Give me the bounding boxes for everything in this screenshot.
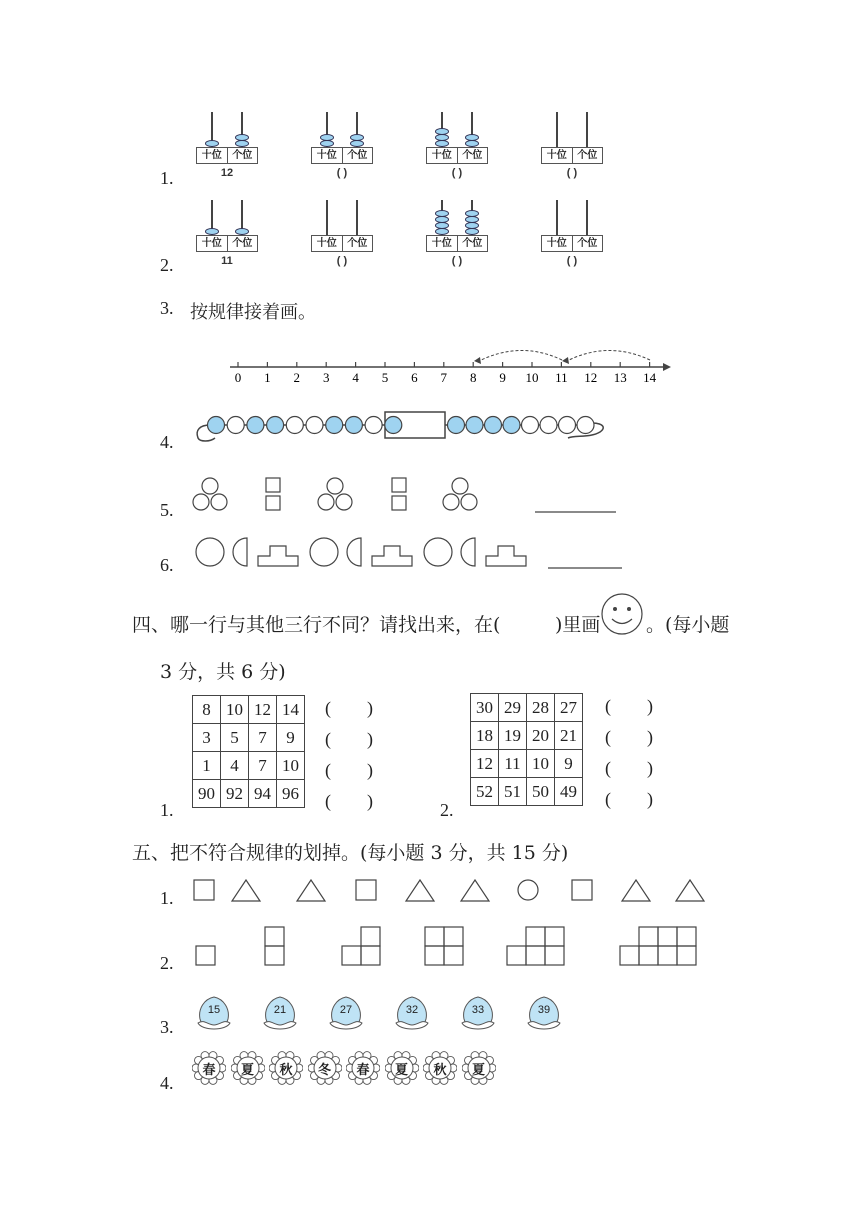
- number-line-label: 7: [440, 370, 448, 385]
- peach-number: 33: [471, 1004, 485, 1016]
- number-grid-1: [192, 695, 305, 808]
- grid-cell: 1: [193, 752, 221, 780]
- grid-row: [193, 752, 305, 780]
- grid-cell: 96: [277, 780, 305, 808]
- abacus: [311, 112, 373, 179]
- bead: [559, 417, 576, 434]
- bead: [365, 417, 382, 434]
- bead: [448, 417, 465, 434]
- grid-cell: 9: [277, 724, 305, 752]
- grid-row: [471, 722, 583, 750]
- peach-number: 27: [339, 1004, 353, 1016]
- abacus: [541, 112, 603, 179]
- abacus-bead: [235, 140, 249, 147]
- section4-title-a: 四、哪一行与其他三行不同？请找出来，在(: [132, 614, 501, 636]
- season-flower: [231, 1051, 265, 1085]
- number-line-label: 12: [584, 370, 598, 385]
- number-line-label: 10: [525, 370, 539, 385]
- abacus-bead: [235, 134, 249, 141]
- abacus-bead: [320, 140, 334, 147]
- abacus-base: [541, 147, 603, 164]
- q5-shapes: [190, 474, 630, 518]
- s5-q1-shapes: [190, 876, 710, 906]
- grid-cell: 92: [221, 780, 249, 808]
- bead: [466, 417, 483, 434]
- season-flower: [462, 1051, 496, 1085]
- bead: [577, 417, 594, 434]
- q6-shapes: [190, 534, 630, 574]
- ones-label: 个位: [232, 238, 253, 249]
- tens-label: 十位: [312, 236, 343, 251]
- q1-number: 1.: [160, 168, 174, 188]
- peach-icon: [258, 993, 302, 1033]
- abacus-rod: [556, 200, 558, 235]
- abacus-bead: [350, 134, 364, 141]
- abacus-rod: [586, 200, 588, 235]
- bead: [208, 417, 225, 434]
- abacus-bead: [465, 210, 479, 217]
- grid-cell: 49: [555, 778, 583, 806]
- bead: [522, 417, 539, 434]
- season-label: 秋: [433, 1063, 447, 1078]
- section4-title-b: )里画: [555, 614, 601, 636]
- abacus: [426, 112, 488, 179]
- tens-label: 十位: [312, 148, 343, 163]
- q3-instruction: 按规律接着画。: [190, 302, 316, 323]
- grid-cell: 19: [499, 722, 527, 750]
- abacus-base: [196, 147, 258, 164]
- abacus-rod: [556, 112, 558, 147]
- abacus-bead: [465, 140, 479, 147]
- s5-q1-number: 1.: [160, 888, 174, 908]
- s5-q2-blocks: [190, 922, 710, 972]
- grid-cell: 10: [221, 696, 249, 724]
- grid-cell: 94: [249, 780, 277, 808]
- abacus-caption: ( ): [566, 255, 578, 267]
- season-label: 夏: [471, 1063, 485, 1078]
- season-label: 春: [202, 1063, 216, 1078]
- number-line-label: 2: [293, 370, 301, 385]
- abacus-rod: [326, 200, 328, 235]
- grid-cell: 8: [193, 696, 221, 724]
- grid-cell: 4: [221, 752, 249, 780]
- tens-label: 十位: [542, 148, 573, 163]
- number-grid-2: [470, 693, 583, 806]
- grid-cell: 14: [277, 696, 305, 724]
- tens-label: 十位: [542, 236, 573, 251]
- number-line-label: 1: [264, 370, 271, 385]
- grid-cell: 52: [471, 778, 499, 806]
- abacus-caption: 12: [220, 167, 234, 179]
- grid-cell: 10: [527, 750, 555, 778]
- abacus-rod: [356, 200, 358, 235]
- abacus-bead: [320, 134, 334, 141]
- tens-label: 十位: [197, 236, 228, 251]
- grid-cell: 20: [527, 722, 555, 750]
- abacus-base: [426, 147, 488, 164]
- smiley-icon: [598, 592, 646, 636]
- season-flower: [385, 1051, 419, 1085]
- grid-row: [471, 694, 583, 722]
- grid-row: [193, 724, 305, 752]
- abacus: [196, 200, 258, 267]
- abacus: [311, 200, 373, 267]
- peach-icon: [522, 993, 566, 1033]
- ones-label: 个位: [462, 150, 483, 161]
- q4-number: 4.: [160, 432, 174, 452]
- abacus-bead: [435, 222, 449, 229]
- answer-paren[interactable]: ( ): [325, 760, 373, 780]
- answer-paren[interactable]: ( ): [605, 696, 653, 716]
- number-line-label: 14: [643, 370, 657, 385]
- number-line-label: 9: [499, 370, 506, 385]
- s4-q2-number: 2.: [440, 800, 454, 820]
- q6-number: 6.: [160, 555, 174, 575]
- abacus-bead: [435, 216, 449, 223]
- grid-cell: 90: [193, 780, 221, 808]
- abacus-bead: [205, 228, 219, 235]
- grid-cell: 3: [193, 724, 221, 752]
- ones-label: 个位: [347, 238, 368, 249]
- number-line-label: 5: [381, 370, 389, 385]
- tens-label: 十位: [427, 236, 458, 251]
- s5-q4-number: 4.: [160, 1073, 174, 1093]
- grid-cell: 27: [555, 694, 583, 722]
- peach-number: 32: [405, 1004, 419, 1016]
- season-label: 夏: [240, 1063, 254, 1078]
- grid-row: [471, 750, 583, 778]
- ones-label: 个位: [577, 150, 598, 161]
- section4-title-c: 。(每小题: [646, 614, 730, 636]
- bead: [306, 417, 323, 434]
- grid-row: [193, 696, 305, 724]
- grid-cell: 51: [499, 778, 527, 806]
- bead: [286, 417, 303, 434]
- number-line-label: 13: [613, 370, 627, 385]
- number-line-label: 11: [555, 370, 568, 385]
- number-line-label: 6: [411, 370, 418, 385]
- grid-cell: 7: [249, 724, 277, 752]
- number-line: [225, 340, 675, 390]
- abacus-base: [311, 235, 373, 252]
- q3-number: 3.: [160, 298, 174, 318]
- section4-title-d: 3 分，共 6 分): [160, 661, 286, 683]
- abacus-bead: [435, 228, 449, 235]
- abacus-caption: ( ): [336, 255, 348, 267]
- ones-label: 个位: [577, 238, 598, 249]
- peach-number: 15: [207, 1004, 221, 1016]
- answer-paren[interactable]: ( ): [605, 727, 653, 747]
- grid-cell: 11: [499, 750, 527, 778]
- abacus-caption: ( ): [451, 167, 463, 179]
- grid-cell: 12: [249, 696, 277, 724]
- tens-label: 十位: [197, 148, 228, 163]
- season-label: 夏: [394, 1063, 408, 1078]
- abacus-bead: [235, 228, 249, 235]
- answer-paren[interactable]: ( ): [325, 698, 373, 718]
- peach-icon: [390, 993, 434, 1033]
- grid-row: [193, 780, 305, 808]
- bead: [267, 417, 284, 434]
- grid-cell: 21: [555, 722, 583, 750]
- grid-cell: 12: [471, 750, 499, 778]
- peach-icon: [456, 993, 500, 1033]
- grid-cell: 9: [555, 750, 583, 778]
- abacus-bead: [435, 128, 449, 135]
- abacus-caption: ( ): [566, 167, 578, 179]
- abacus-caption: 11: [221, 255, 233, 267]
- grid-cell: 7: [249, 752, 277, 780]
- season-label: 秋: [279, 1063, 293, 1078]
- grid-cell: 50: [527, 778, 555, 806]
- abacus-bead: [435, 140, 449, 147]
- section5-title: 五、把不符合规律的划掉。(每小题 3 分，共 15 分): [132, 842, 569, 864]
- q5-number: 5.: [160, 500, 174, 520]
- s5-q3-number: 3.: [160, 1017, 174, 1037]
- number-line-label: 3: [322, 370, 330, 385]
- answer-paren[interactable]: ( ): [325, 729, 373, 749]
- s5-q2-number: 2.: [160, 953, 174, 973]
- season-flower: [308, 1051, 342, 1085]
- abacus-base: [426, 235, 488, 252]
- abacus-bead: [465, 228, 479, 235]
- season-label: 冬: [317, 1063, 331, 1078]
- abacus: [541, 200, 603, 267]
- s4-q1-number: 1.: [160, 800, 174, 820]
- season-flower: [423, 1051, 457, 1085]
- season-flower: [346, 1051, 380, 1085]
- ones-label: 个位: [462, 238, 483, 249]
- number-line-label: 0: [234, 370, 242, 385]
- bead: [385, 417, 402, 434]
- tens-label: 十位: [427, 148, 458, 163]
- abacus-bead: [205, 140, 219, 147]
- number-line-label: 8: [469, 370, 477, 385]
- abacus-bead: [350, 140, 364, 147]
- abacus-caption: ( ): [451, 255, 463, 267]
- abacus-base: [541, 235, 603, 252]
- abacus-rod: [586, 112, 588, 147]
- bead: [247, 417, 264, 434]
- bead-string: [190, 400, 610, 450]
- grid-cell: 10: [277, 752, 305, 780]
- abacus-bead: [465, 222, 479, 229]
- bead: [227, 417, 244, 434]
- grid-cell: 18: [471, 722, 499, 750]
- abacus-bead: [435, 210, 449, 217]
- grid-row: [471, 778, 583, 806]
- peach-icon: [324, 993, 368, 1033]
- abacus-bead: [465, 216, 479, 223]
- answer-paren[interactable]: ( ): [605, 758, 653, 778]
- ones-label: 个位: [232, 150, 253, 161]
- answer-paren[interactable]: ( ): [325, 791, 373, 811]
- season-label: 春: [356, 1063, 370, 1078]
- number-line-label: 4: [352, 370, 359, 385]
- bead: [485, 417, 502, 434]
- grid-cell: 29: [499, 694, 527, 722]
- abacus-base: [196, 235, 258, 252]
- bead: [345, 417, 362, 434]
- peach-number: 21: [273, 1004, 287, 1016]
- bead: [540, 417, 557, 434]
- q2-number: 2.: [160, 255, 174, 275]
- bead: [326, 417, 343, 434]
- answer-paren[interactable]: ( ): [605, 789, 653, 809]
- season-flower: [192, 1051, 226, 1085]
- abacus-base: [311, 147, 373, 164]
- peach-number: 39: [537, 1004, 551, 1016]
- grid-cell: 28: [527, 694, 555, 722]
- abacus-caption: ( ): [336, 167, 348, 179]
- season-flower: [269, 1051, 303, 1085]
- abacus-bead: [435, 134, 449, 141]
- ones-label: 个位: [347, 150, 368, 161]
- abacus-bead: [465, 134, 479, 141]
- grid-cell: 5: [221, 724, 249, 752]
- grid-cell: 30: [471, 694, 499, 722]
- bead: [503, 417, 520, 434]
- abacus: [426, 200, 488, 267]
- abacus: [196, 112, 258, 179]
- peach-icon: [192, 993, 236, 1033]
